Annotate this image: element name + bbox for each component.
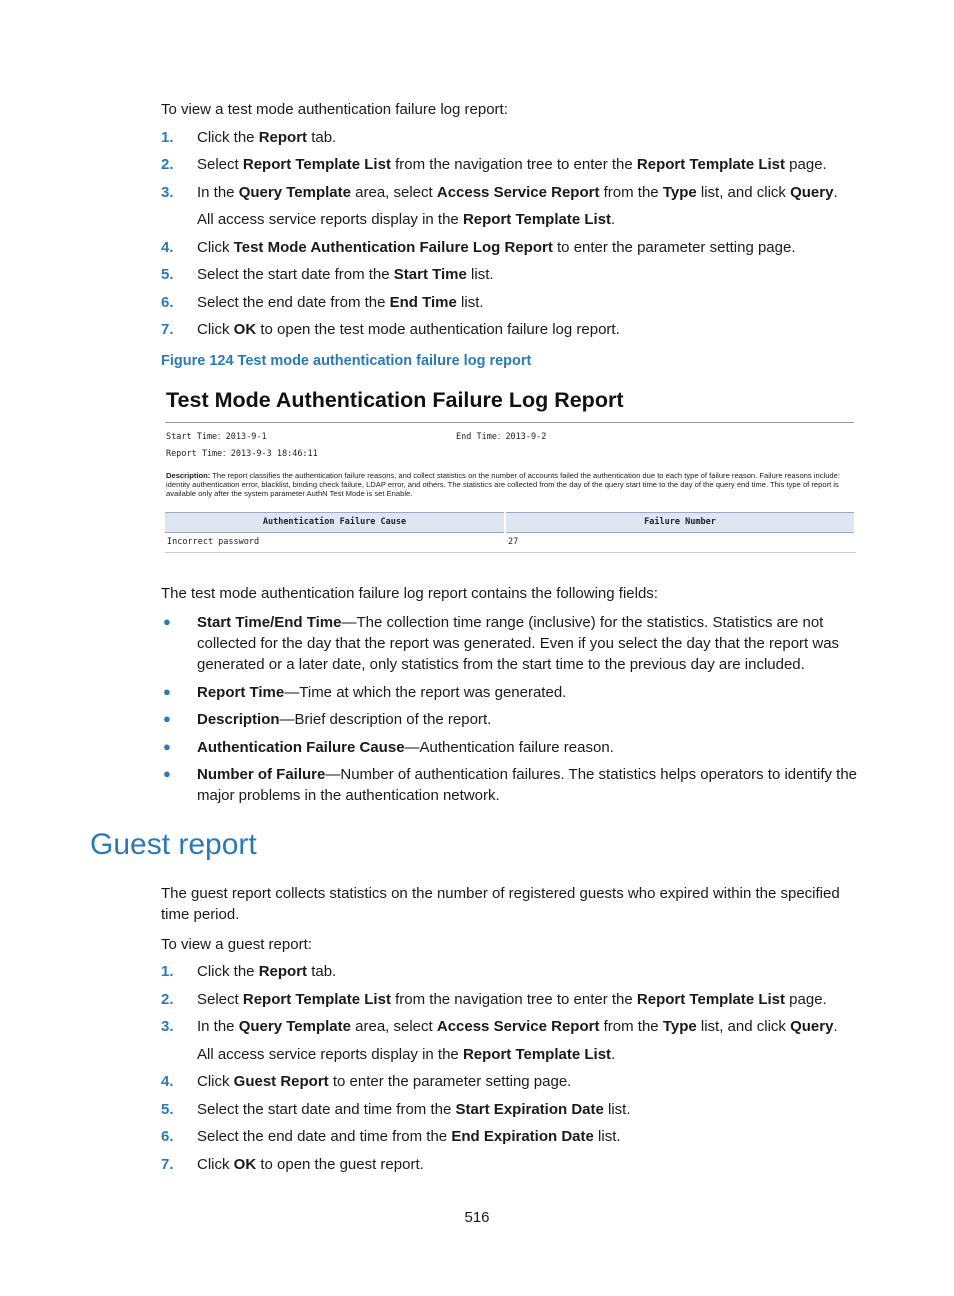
ui-term: Report Template List xyxy=(462,1046,612,1063)
guest-intro: The guest report collects statistics on the number of registered guests who expired within the specified time period. xyxy=(161,885,840,923)
ui-term: Report Template List xyxy=(636,991,785,1008)
ui-term: Start Expiration Date xyxy=(455,1101,604,1118)
field-term: Report Time xyxy=(197,684,285,701)
description-label: Description: xyxy=(166,471,211,480)
ui-term: Access Service Report xyxy=(436,1018,600,1035)
step-text: Select Report Template List from the navigation tree to enter the Report Template List page. xyxy=(197,991,827,1008)
fields-intro: The test mode authentication failure log report contains the following fields: xyxy=(161,585,658,602)
step-text: Select the start date and time from the Start Expiration Date list. xyxy=(197,1101,631,1118)
field-term: Description xyxy=(197,711,280,728)
field-term: Authentication Failure Cause xyxy=(197,739,405,756)
ui-term: Query Template xyxy=(238,1018,351,1035)
step-number: 2. xyxy=(161,156,174,173)
report-title: Test Mode Authentication Failure Log Report xyxy=(166,388,624,412)
ui-term: Report Template List xyxy=(242,156,391,173)
step-number: 3. xyxy=(161,184,174,201)
bullet-icon: ● xyxy=(163,739,171,754)
step-number: 5. xyxy=(161,1101,174,1118)
ui-term: End Time xyxy=(389,294,457,311)
divider xyxy=(165,422,854,423)
step-text: All access service reports display in the Report Template List. xyxy=(197,211,616,228)
ui-term: Access Service Report xyxy=(436,184,600,201)
field-description: Start Time/End Time—The collection time range (inclusive) for the statistics. Statistics are not collected for the day that the report was generated. Even if you select the day that the report was generated or a later date, only statistics from the start time to the previous day are included. xyxy=(197,614,840,673)
figure-caption: Figure 124 Test mode authentication failure log report xyxy=(161,353,532,369)
intro-text: To view a test mode authentication failure log report: xyxy=(161,101,508,118)
section-heading: Guest report xyxy=(90,828,257,861)
report-description xyxy=(166,471,856,498)
ui-term: Query xyxy=(790,184,834,201)
field-term: Number of Failure xyxy=(197,766,326,783)
cell-number: 27 xyxy=(504,533,856,553)
step-text: Click the Report tab. xyxy=(197,963,337,980)
step-number: 6. xyxy=(161,294,174,311)
ui-term: Query Template xyxy=(238,184,351,201)
report-time: Report Time：2013-9-3 18:46:11 xyxy=(166,449,318,459)
step-number: 4. xyxy=(161,1073,174,1090)
bullet-icon: ● xyxy=(163,684,171,699)
ui-term: Query xyxy=(790,1018,834,1035)
step-text: In the Query Template area, select Access Service Report from the Type list, and click Query. xyxy=(197,184,838,201)
step-text: All access service reports display in the Report Template List. xyxy=(197,1046,616,1063)
ui-term: Start Time xyxy=(393,266,467,283)
field-description: Description—Brief description of the report. xyxy=(197,711,492,728)
bullet-icon: ● xyxy=(163,711,171,726)
ui-term: Type xyxy=(662,1018,697,1035)
bullet-icon: ● xyxy=(163,766,171,781)
column-header-cause: Authentication Failure Cause xyxy=(165,512,504,533)
ui-term: OK xyxy=(233,1156,257,1173)
step-text: Click the Report tab. xyxy=(197,129,337,146)
step-number: 6. xyxy=(161,1128,174,1145)
ui-term: Type xyxy=(662,184,697,201)
ui-term: Test Mode Authentication Failure Log Report xyxy=(233,239,553,256)
ui-term: Report xyxy=(258,963,308,980)
step-number: 1. xyxy=(161,963,174,980)
step-number: 1. xyxy=(161,129,174,146)
ui-term: End Expiration Date xyxy=(451,1128,594,1145)
field-description: Authentication Failure Cause—Authentication failure reason. xyxy=(197,739,614,756)
step-text: Select the end date from the End Time list. xyxy=(197,294,484,311)
step-text: Click Guest Report to enter the parameter setting page. xyxy=(197,1073,572,1090)
ui-term: Report xyxy=(258,129,308,146)
start-time: Start Time：2013-9-1 xyxy=(166,432,267,442)
field-description: Report Time—Time at which the report was generated. xyxy=(197,684,567,701)
ui-term: Guest Report xyxy=(233,1073,329,1090)
step-text: Click OK to open the guest report. xyxy=(197,1156,424,1173)
step-number: 7. xyxy=(161,1156,174,1173)
page-number: 516 xyxy=(464,1209,490,1226)
step-number: 7. xyxy=(161,321,174,338)
report-figure xyxy=(162,380,856,556)
step-number: 5. xyxy=(161,266,174,283)
step-number: 2. xyxy=(161,991,174,1008)
step-text: In the Query Template area, select Access Service Report from the Type list, and click Query. xyxy=(197,1018,838,1035)
field-description: Number of Failure—Number of authentication failures. The statistics helps operators to identify the major problems in the authentication network. xyxy=(197,766,858,804)
ui-term: Report Template List xyxy=(462,211,612,228)
step-text: Click OK to open the test mode authentication failure log report. xyxy=(197,321,620,338)
step-text: Select the start date from the Start Time list. xyxy=(197,266,494,283)
step-number: 4. xyxy=(161,239,174,256)
step-text: Select the end date and time from the End Expiration Date list. xyxy=(197,1128,621,1145)
ui-term: Report Template List xyxy=(636,156,785,173)
field-term: Start Time/End Time xyxy=(197,614,342,631)
description-text: The report classifies the authentication failure reasons, and collect statistics on the number of accounts failed the authentication due to each type of failure reason. Failure reasons include: identity authentication error, blacklist, binding check failure, LDAP error, and others. The statistics are collected from the day of the query start time to the day of the query end time. This type of report is available only after the system parameter AuthN Test Mode is set Enable. xyxy=(166,471,840,498)
column-header-number: Failure Number xyxy=(506,512,854,533)
ui-term: Report Template List xyxy=(242,991,391,1008)
step-number: 3. xyxy=(161,1018,174,1035)
step-text: Select Report Template List from the navigation tree to enter the Report Template List page. xyxy=(197,156,827,173)
bullet-icon: ● xyxy=(163,614,171,629)
cell-cause: Incorrect password xyxy=(165,533,504,553)
end-time: End Time：2013-9-2 xyxy=(456,432,547,442)
intro-text-2: To view a guest report: xyxy=(161,936,312,953)
step-text: Click Test Mode Authentication Failure Log Report to enter the parameter setting page. xyxy=(197,239,796,256)
ui-term: OK xyxy=(233,321,257,338)
